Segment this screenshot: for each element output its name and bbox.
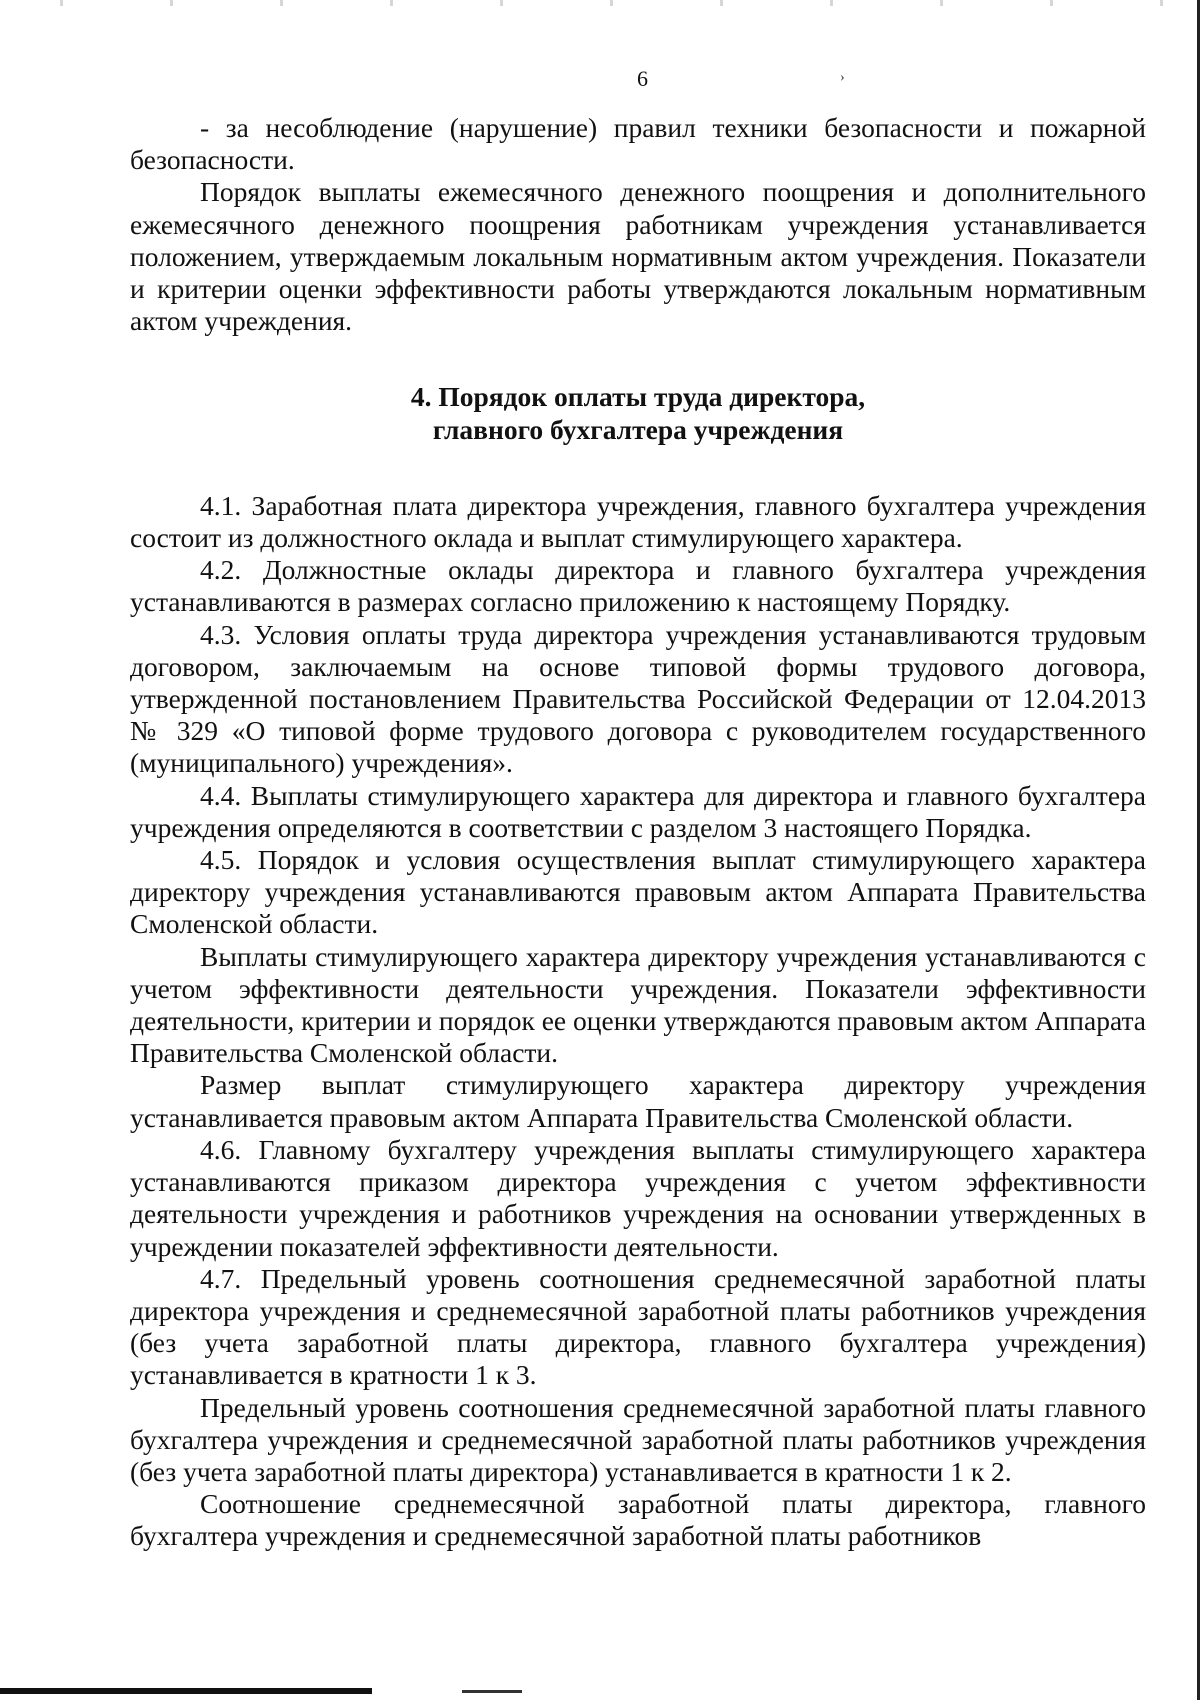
paragraph: Соотношение среднемесячной заработной платы директора, главного бухгалтера учреждения и среднемесячной заработной платы работников: [130, 1488, 1146, 1552]
paragraph: Выплаты стимулирующего характера директору учреждения устанавливаются с учетом эффективности деятельности учреждения. Показатели эффективности деятельности, критерии и порядок ее оценки утверждаются правовым актом Аппарата Правительства Смоленской области.: [130, 940, 1146, 1069]
paragraph-4-2: 4.2. Должностные оклады директора и главного бухгалтера учреждения устанавливаются в размерах согласно приложению к настоящему Порядку.: [130, 554, 1146, 618]
paragraph: Предельный уровень соотношения среднемесячной заработной платы главного бухгалтера учреждения и среднемесячной заработной платы работников учреждения (без учета заработной платы директора) устанавливается в кратности 1 к 2.: [130, 1391, 1146, 1487]
paragraph: Размер выплат стимулирующего характера директору учреждения устанавливается правовым актом Аппарата Правительства Смоленской области.: [130, 1069, 1146, 1133]
paragraph-4-6: 4.6. Главному бухгалтеру учреждения выплаты стимулирующего характера устанавливаются приказом директора учреждения с учетом эффективности деятельности учреждения и работников учреждения на основании утвержденных в учреждении показателей эффективности деятельности.: [130, 1133, 1146, 1262]
paragraph: Порядок выплаты ежемесячного денежного поощрения и дополнительного ежемесячного денежного поощрения работникам учреждения устанавливается положением, утверждаемым локальным нормативным актом учреждения. Показатели и критерии оценки эффективности работы утверждаются локальным нормативным актом учреждения.: [130, 176, 1146, 337]
scan-bottom-rule: [0, 1688, 372, 1694]
paragraph-4-5: 4.5. Порядок и условия осуществления выплат стимулирующего характера директору учреждения устанавливаются правовым актом Аппарата Правительства Смоленской области.: [130, 844, 1146, 940]
scan-bottom-mark: [462, 1690, 522, 1693]
paragraph-4-4: 4.4. Выплаты стимулирующего характера для директора и главного бухгалтера учреждения определяются в соответствии с разделом 3 настоящего Порядка.: [130, 779, 1146, 843]
section-heading-line-2: главного бухгалтера учреждения: [432, 413, 844, 445]
section-heading-line-1: 4. Порядок оплаты труда директора,: [410, 381, 866, 413]
paragraph-4-7: 4.7. Предельный уровень соотношения среднемесячной заработной платы директора учреждения и среднемесячной заработной платы работников учреждения (без учета заработной платы директора, главного бухгалтера учреждения) устанавливается в кратности 1 к 3.: [130, 1262, 1146, 1391]
scan-top-noise: [0, 0, 1200, 6]
section-heading: [130, 381, 1146, 445]
document-body: [130, 112, 1146, 1553]
paragraph-4-1: 4.1. Заработная плата директора учреждения, главного бухгалтера учреждения состоит из должностного оклада и выплат стимулирующего характера.: [130, 489, 1146, 554]
paragraph-4-3: 4.3. Условия оплаты труда директора учреждения устанавливаются трудовым договором, заключаемым на основе типовой формы трудового договора, утвержденной постановлением Правительства Российской Федерации от 12.04.2013 № 329 «О типовой форме трудового договора с руководителем государственного (муниципального) учреждения».: [130, 618, 1146, 779]
scan-speck: ›: [840, 70, 845, 85]
page-number: 6: [637, 66, 648, 91]
paragraph: - за несоблюдение (нарушение) правил техники безопасности и пожарной безопасности.: [130, 112, 1146, 176]
